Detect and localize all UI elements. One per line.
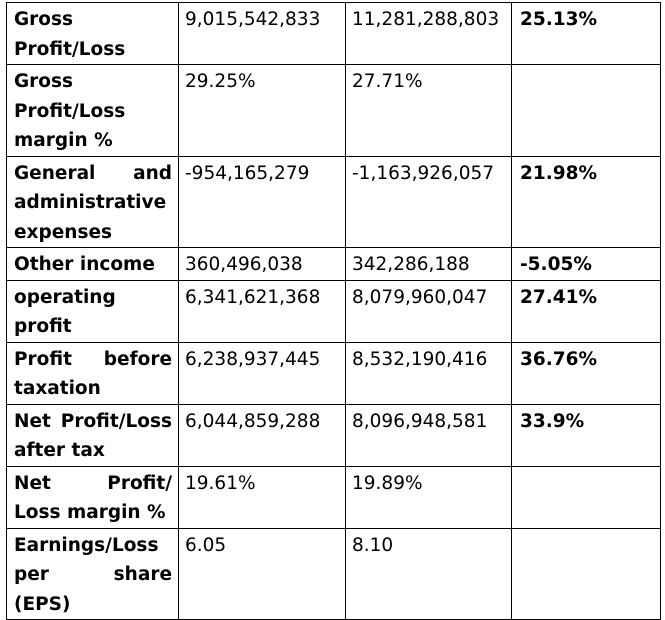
row-label: Earnings/Loss per share (EPS)	[7, 528, 179, 620]
value-current: 11,281,288,803	[346, 3, 512, 65]
table-row	[7, 248, 661, 281]
value-previous: 6,238,937,445	[179, 342, 346, 404]
table-row	[7, 342, 661, 404]
table-row	[7, 65, 661, 157]
value-previous: 6,044,859,288	[179, 404, 346, 466]
change-percent	[512, 466, 661, 528]
change-percent	[512, 65, 661, 157]
row-label: Net Profit/ Loss margin %	[7, 466, 179, 528]
value-previous: 360,496,038	[179, 248, 346, 281]
value-current: 8,096,948,581	[346, 404, 512, 466]
value-current: 8,079,960,047	[346, 280, 512, 342]
table-row	[7, 280, 661, 342]
value-previous: 6,341,621,368	[179, 280, 346, 342]
row-label: Gross Profit/Loss	[7, 3, 179, 65]
change-percent	[512, 528, 661, 620]
row-label: Profit before taxation	[7, 342, 179, 404]
value-current: 342,286,188	[346, 248, 512, 281]
table-row	[7, 466, 661, 528]
value-previous: -954,165,279	[179, 156, 346, 248]
row-label: Gross Profit/Loss margin %	[7, 65, 179, 157]
value-current: 8.10	[346, 528, 512, 620]
change-percent: 33.9%	[512, 404, 661, 466]
value-current: 27.71%	[346, 65, 512, 157]
table-row	[7, 3, 661, 65]
financial-summary-table	[6, 2, 661, 620]
change-percent: 27.41%	[512, 280, 661, 342]
table-row	[7, 404, 661, 466]
table-row	[7, 156, 661, 248]
value-previous: 29.25%	[179, 65, 346, 157]
change-percent: 21.98%	[512, 156, 661, 248]
row-label: operating profit	[7, 280, 179, 342]
value-previous: 6.05	[179, 528, 346, 620]
value-current: -1,163,926,057	[346, 156, 512, 248]
change-percent: 25.13%	[512, 3, 661, 65]
row-label: Net Profit/Loss after tax	[7, 404, 179, 466]
change-percent: 36.76%	[512, 342, 661, 404]
value-current: 8,532,190,416	[346, 342, 512, 404]
row-label: Other income	[7, 248, 179, 281]
value-current: 19.89%	[346, 466, 512, 528]
value-previous: 19.61%	[179, 466, 346, 528]
change-percent: -5.05%	[512, 248, 661, 281]
table-row	[7, 528, 661, 620]
value-previous: 9,015,542,833	[179, 3, 346, 65]
row-label: General and administrative expenses	[7, 156, 179, 248]
